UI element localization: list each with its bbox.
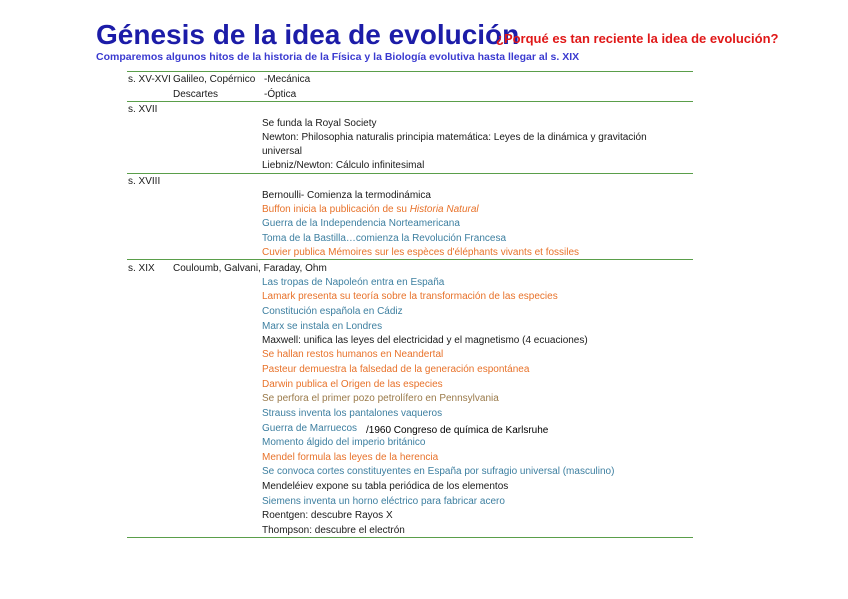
row-event: universal [262, 146, 303, 157]
century-label-xv-xvi: s. XV-XVI [128, 74, 171, 85]
row-event: Mendel formula las leyes de la herencia [262, 452, 439, 463]
xv-xvi-names-1: Galileo, Copérnico [173, 74, 256, 85]
row-event: Se convoca cortes constituyentes en España por sufragio universal (masculino) [262, 466, 615, 477]
row-event: Guerra de la Independencia Norteamericana [262, 218, 460, 229]
row-event-italic: Historia Natural [409, 204, 479, 215]
century-label-xvii: s. XVII [128, 104, 158, 115]
xv-xvi-names-2: Descartes [173, 89, 219, 100]
row-event: Toma de la Bastilla…comienza la Revolución Francesa [262, 233, 507, 244]
row-event: Bernoulli- Comienza la termodinámica [262, 190, 431, 201]
row-event: Momento álgido del imperio británico [262, 437, 426, 448]
xix-names: Couloumb, Galvani, Faraday, Ohm [173, 263, 327, 274]
row-event: Darwin publica el Origen de las especies [262, 379, 443, 390]
row-event [262, 203, 479, 217]
row-event: Marx se instala en Londres [262, 321, 383, 332]
row-event: Se perfora el primer pozo petrolífero en Pennsylvania [262, 393, 499, 404]
century-label-xix: s. XIX [128, 263, 155, 274]
rule-xviii [127, 173, 693, 174]
row-event: Se hallan restos humanos en Neandertal [262, 349, 444, 360]
row-event: Liebniz/Newton: Cálculo infinitesimal [262, 160, 425, 171]
page-subtitle: Comparemos algunos hitos de la historia de la Física y la Biología evolutiva hasta llegar al s. XIX [96, 51, 580, 63]
row-event: Pasteur demuestra la falsedad de la generación espontánea [262, 364, 530, 375]
rule-bottom [127, 537, 693, 538]
row-event: Lamark presenta su teoría sobre la transformación de las especies [262, 291, 558, 302]
row-event-text: Buffon inicia la publicación de su [262, 204, 410, 215]
row-event: Constitución española en Cádiz [262, 306, 403, 317]
row-event: Maxwell: unifica las leyes del electricidad y el magnetismo (4 ecuaciones) [262, 335, 588, 346]
century-label-xviii: s. XVIII [128, 176, 161, 187]
row-event: Mendeléiev expone su tabla periódica de los elementos [262, 481, 509, 492]
rule-xix [127, 259, 693, 260]
rule-xvii [127, 101, 693, 102]
row-event: Newton: Philosophia naturalis principia matemática: Leyes de la dinámica y gravitación [262, 132, 647, 143]
row-event: Guerra de Marruecos [262, 423, 358, 434]
row-event: Se funda la Royal Society [262, 118, 377, 129]
row-event: Strauss inventa los pantalones vaqueros [262, 408, 443, 419]
row-event: Las tropas de Napoleón entra en España [262, 277, 445, 288]
guiding-question: ¿Porqué es tan reciente la idea de evolución? [496, 31, 779, 46]
xv-xvi-topic-1: -Mecánica [264, 74, 311, 85]
row-event: Thompson: descubre el electrón [262, 525, 405, 536]
row-event: Cuvier publica Mémoires sur les espèces d'éléphants vivants et fossiles [262, 247, 580, 258]
xv-xvi-topic-2: -Óptica [264, 89, 297, 100]
row-event: Roentgen: descubre Rayos X [262, 510, 393, 521]
page-title: Génesis de la idea de evolución [96, 19, 520, 50]
karlsruhe-note: /1960 Congreso de química de Karlsruhe [366, 425, 549, 436]
row-event: Siemens inventa un horno eléctrico para fabricar acero [262, 496, 505, 507]
rule-top [127, 71, 693, 72]
